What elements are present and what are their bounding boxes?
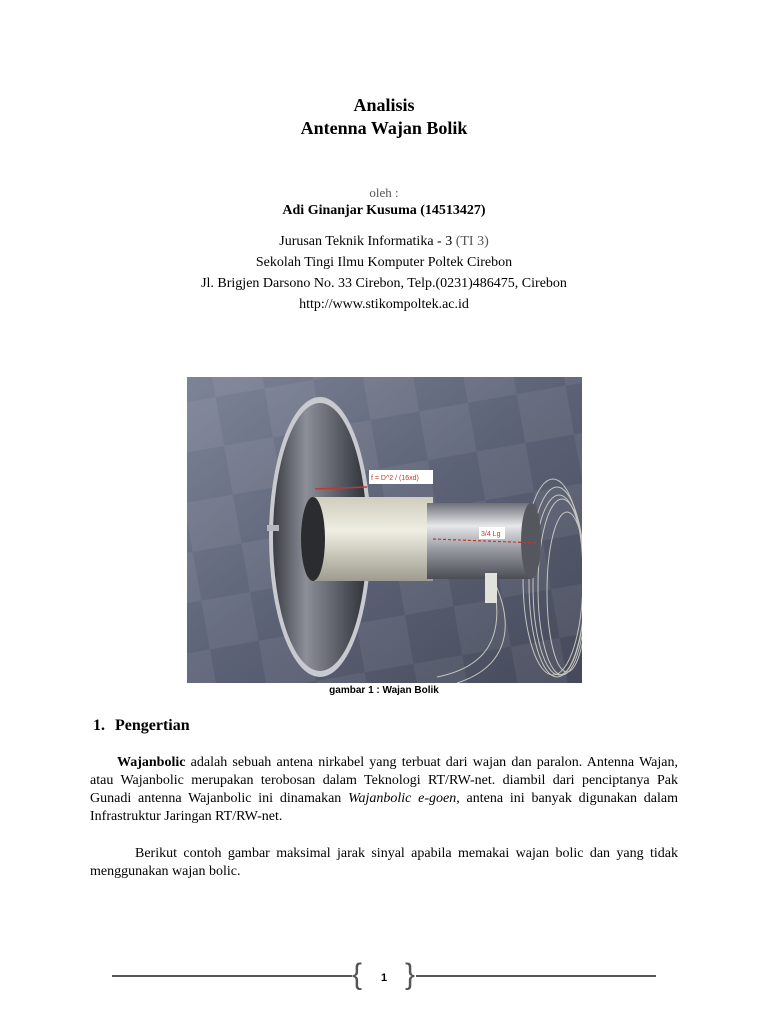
length-label: 3/4 Lg <box>481 531 501 538</box>
figure-caption: gambar 1 : Wajan Bolik <box>329 685 439 696</box>
paragraph-definition-text-1: adalah sebuah antena nirkabel yang terbuat dari wajan dan paralon. Antenna Wajan, atau Wajanbolic merupakan terobosan dalam Teknologi RT/RW-net. diambil dari penciptanya Pak Gunadi antenna Wajanbolic ini dinamakan <box>90 755 678 806</box>
author-name: Adi Ginanjar Kusuma <box>282 203 417 218</box>
school-name: Sekolah Tingi Ilmu Komputer Poltek Cirebon <box>255 255 513 270</box>
antenna-photo <box>187 377 582 683</box>
section-heading <box>93 717 190 735</box>
paragraph-definition-text-2: , antena ini banyak digunakan dalam Infrastruktur Jaringan RT/RW-net. <box>90 791 678 824</box>
page-number: 1 <box>380 972 388 984</box>
department-text: Jurusan Teknik Informatika - 3 <box>279 234 456 249</box>
author-id: (14513427) <box>420 203 486 218</box>
oleh-label: oleh : <box>369 185 399 200</box>
school-address: Jl. Brigjen Darsono No. 33 Cirebon, Telp.(0231)486475, Cirebon <box>201 276 567 291</box>
footer-rule-left <box>112 975 352 977</box>
footer-brace-left: { <box>352 958 363 991</box>
paragraph-example: Berikut contoh gambar maksimal jarak sinyal apabila memakai wajan bolic dan yang tidak menggunakan wajan bolic. <box>90 846 678 879</box>
department-code: (TI 3) <box>455 234 489 249</box>
section-number: 1. <box>93 717 105 734</box>
formula-label: f = D^2 / (16xd) <box>371 475 419 482</box>
author-line <box>0 201 768 221</box>
section-title: Pengertian <box>115 717 190 734</box>
footer-rule-right <box>416 975 656 977</box>
document-title-line-1: Analisis <box>353 95 415 115</box>
paragraph-definition <box>90 754 678 826</box>
department-line <box>0 232 768 252</box>
term-wajanbolic-egoen: Wajanbolic e-goen <box>348 791 457 806</box>
document-title-line-2: Antenna Wajan Bolik <box>300 118 468 138</box>
term-wajanbolic: Wajanbolic <box>117 755 186 770</box>
footer-brace-right: } <box>405 958 416 991</box>
school-website: http://www.stikompoltek.ac.id <box>299 297 469 312</box>
